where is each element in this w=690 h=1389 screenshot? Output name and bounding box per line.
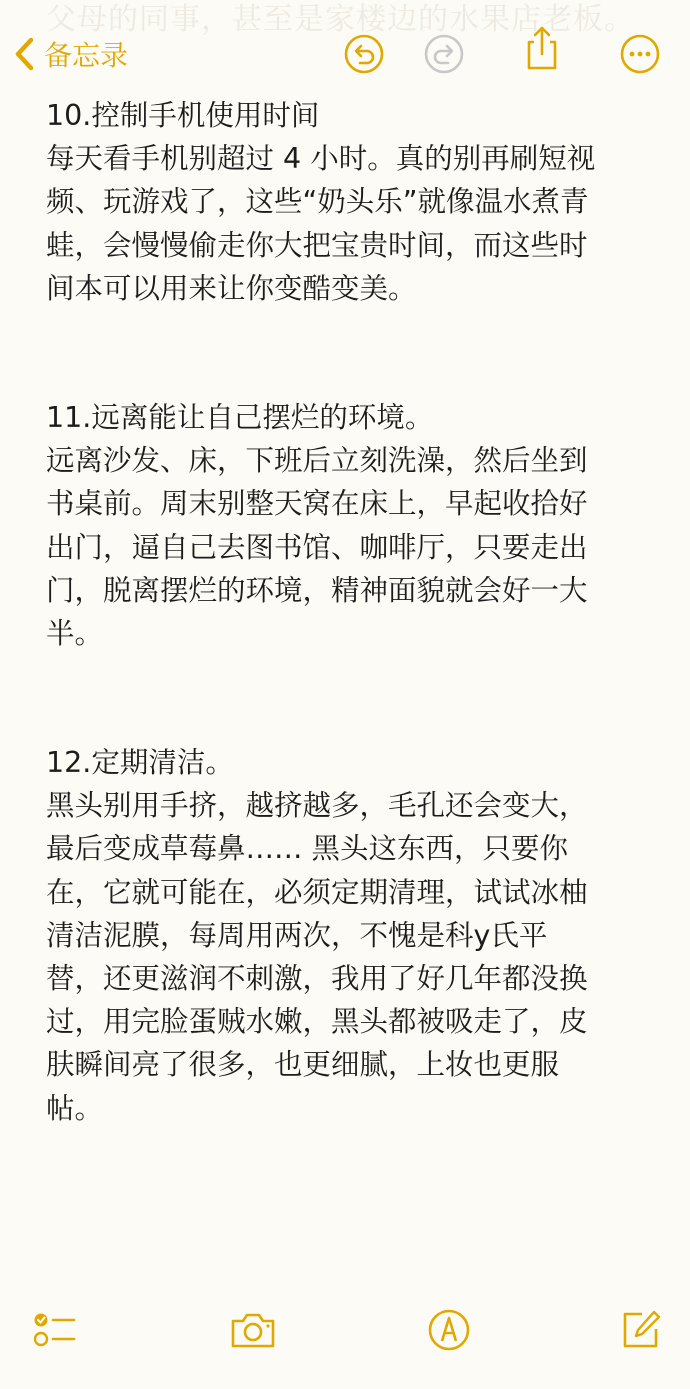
paragraph-line: 间本可以用来让你变酷变美。 (46, 271, 417, 305)
blank-space (46, 655, 656, 741)
markup-icon (427, 1308, 471, 1352)
note-section-12 (46, 741, 656, 1130)
back-button[interactable] (14, 32, 128, 76)
more-button[interactable] (618, 32, 662, 76)
paragraph-line: 远离沙发、床，下班后立刻洗澡，然后坐到 (46, 444, 588, 478)
markup-button[interactable] (425, 1306, 473, 1354)
paragraph-line: 帖。 (46, 1091, 104, 1125)
chevron-left-icon (14, 37, 36, 71)
paragraph-line: 最后变成草莓鼻…… 黑头这东西，只要你 (46, 832, 569, 866)
undo-button[interactable] (342, 32, 386, 76)
checklist-button[interactable] (30, 1306, 78, 1354)
note-body[interactable] (46, 94, 656, 1130)
redo-icon (423, 33, 465, 75)
blank-space (46, 310, 656, 396)
scrolled-partial-text: 父母的同事，甚至是家楼边的水果店老板。 (46, 2, 635, 37)
bottom-toolbar (0, 1302, 690, 1358)
share-button[interactable] (520, 26, 564, 70)
undo-icon (343, 33, 385, 75)
paragraph-line: 清洁泥膜，每周用两次，不愧是科y氏平 (46, 918, 548, 952)
paragraph-line: 门，脱离摆烂的环境，精神面貌就会好一大 (46, 573, 588, 607)
paragraph-line: 出门，逼自己去图书馆、咖啡厅，只要走出 (46, 530, 588, 564)
redo-button[interactable] (422, 32, 466, 76)
paragraph-line: 书桌前。周末别整天窝在床上，早起收拾好 (46, 487, 588, 521)
camera-button[interactable] (229, 1306, 277, 1354)
paragraph-line: 肤瞬间亮了很多，也更细腻，上妆也更服 (46, 1048, 560, 1082)
navigation-bar (0, 24, 690, 84)
paragraph-line: 在，它就可能在，必须定期清理，试试冰柚 (46, 875, 588, 909)
paragraph-line: 替，还更滋润不刺激，我用了好几年都没换 (46, 962, 588, 995)
compose-icon (618, 1308, 662, 1352)
checklist-icon (31, 1307, 77, 1353)
paragraph-line: 每天看手机别超过 4 小时。真的别再刷短视 (46, 142, 596, 176)
note-section-10 (46, 94, 656, 310)
paragraph-line: 频、玩游戏了，这些“奶头乐”就像温水煮青 (46, 185, 589, 219)
paragraph-line: 半。 (46, 616, 104, 650)
section-heading: 12.定期清洁。 (46, 746, 234, 780)
paragraph-line: 蛙，会慢慢偷走你大把宝贵时间，而这些时 (46, 228, 588, 262)
back-label: 备忘录 (44, 39, 129, 72)
paragraph-line: 过，用完脸蛋贼水嫩，黑头都被吸走了，皮 (46, 1005, 588, 1039)
compose-button[interactable] (616, 1306, 664, 1354)
paragraph-line: 黑头别用手挤，越挤越多，毛孔还会变大， (46, 789, 588, 823)
section-heading: 10.控制手机使用时间 (46, 99, 320, 132)
section-heading: 11.远离能让自己摆烂的环境。 (46, 400, 434, 434)
note-section-11 (46, 396, 656, 655)
more-icon (619, 33, 661, 75)
camera-icon (229, 1309, 277, 1351)
share-icon (522, 24, 562, 72)
